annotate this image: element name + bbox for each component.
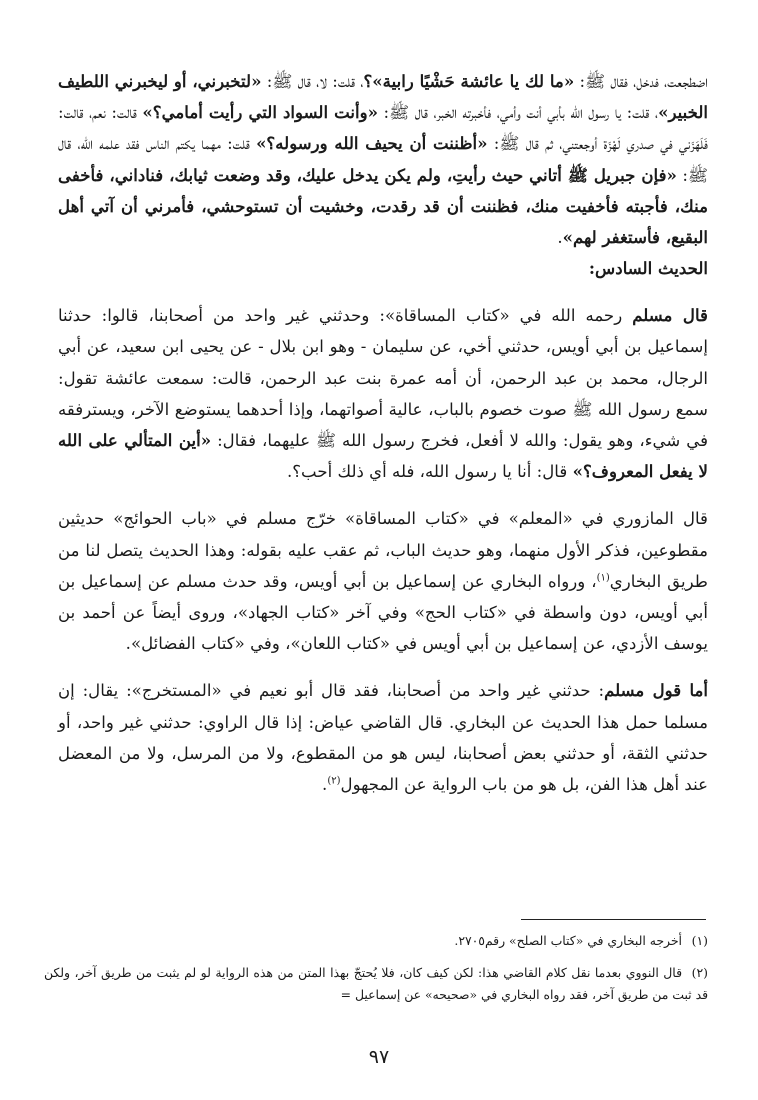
footnote-number: (١) bbox=[691, 933, 708, 948]
footnotes bbox=[44, 930, 708, 1016]
prophetic-quote: «فإن جبريل ﷺ أتاني حيث رأيتِ، ولم يكن يدخل عليك، وقد وضعت ثيابك، فناداني، فأخفى منك، فأجبته فأخفيت منك، فظننت أن قد رقدت، وخشيت أن تستوحشي، فأمرني أن آتي أهل البقيع، فأستغفر لهم» bbox=[58, 164, 708, 248]
prophetic-quote: «وأنت السواد التي رأيت أمامي؟» bbox=[142, 102, 379, 123]
text-run: قال المازوري في «المعلم» في «كتاب المساقاة» خرّج مسلم في «باب الحوائج» حديثين مقطوعين، فذكر الأول منهما، وهو حديث الباب، ثم عقب عليه بقوله: وهذا الحديث يتصل لنا من طريق البخاري bbox=[58, 509, 708, 591]
author-lead: أما قول مسلم bbox=[604, 680, 708, 701]
text-run: ، قلت: لا، قال ﷺ: bbox=[261, 72, 364, 91]
author-lead: قال مسلم bbox=[632, 305, 708, 326]
footnote-number: (٢) bbox=[691, 965, 708, 980]
text-run: ، ورواه البخاري عن إسماعيل بن أبي أويس، وقد حدث مسلم عن إسماعيل بن أبي أويس، دون واسطة في «كتاب الحج» وفي آخر «كتاب الجهاد»، وروى أيضاً عن أحمد بن يوسف الأزدي، عن إسماعيل بن أبي أويس في «كتاب اللعان»، وفي «كتاب الفضائل». bbox=[58, 571, 708, 654]
prophetic-quote: «أين المتألي على الله لا يفعل المعروف؟» bbox=[58, 430, 708, 482]
footnote-divider bbox=[521, 919, 706, 920]
text-run: اضطجعت، فدخل، فقال ﷺ: bbox=[574, 72, 708, 91]
paragraph-gap bbox=[58, 284, 708, 300]
footnote-1 bbox=[44, 930, 708, 952]
footnote-2 bbox=[44, 962, 708, 1006]
text-run: قال: أنا يا رسول الله، فله أي ذلك أحب؟. bbox=[286, 462, 573, 482]
paragraph-hadith-continuation bbox=[58, 66, 708, 253]
page-number: ٩٧ bbox=[368, 1046, 390, 1068]
text-run: رحمه الله في «كتاب المساقاة»: وحدثني غير واحد من أصحابنا، قالوا: حدثنا إسماعيل بن أبي أويس، حدثني أخي، عن سليمان - وهو ابن بلال - عن يحيى ابن سعيد، عن أبي الرجال، محمد بن عبد الرحمن، أن أمه عمرة بنت عبد الرحمن، قالت: سمعت عائشة تقول: سمع رسول الله ﷺ صوت خصوم بالباب، عالية أصواتهما، وإذا أحدهما يستوضع الآخر، ويسترفقه في شيء، وهو يقول: والله لا أفعل، فخرج رسول الله ﷺ عليهما، فقال: bbox=[58, 306, 708, 451]
text-run: قالت: نعم، قالت: فَلَهَزَني في صدري لَهْزَة أوجعتني، ثم قال ﷺ: bbox=[58, 103, 709, 154]
main-text bbox=[58, 66, 708, 800]
footnote-ref[interactable]: (٢) bbox=[327, 775, 341, 787]
prophetic-quote: «أظننت أن يحيف الله ورسوله؟» bbox=[256, 133, 488, 154]
text-run: : حدثني غير واحد من أصحابنا، فقد قال أبو نعيم في «المستخرج»: يقال: إن مسلما حمل هذا الحديث عن البخاري. قال القاضي عياض: إذا قال الراوي: حدثني غير واحد، أو حدثني الثقة، أو حدثني بعض أصحابنا، ليس هو من المقطوع، ولا من المرسل، ولا من المعضل عند أهل هذا الفن، بل هو من باب الرواية عن المجهول bbox=[58, 681, 708, 795]
section-heading: الحديث السادس: bbox=[588, 258, 708, 279]
footnote-text: أخرجه البخاري في «كتاب الصلح» رقم٢٧٠٥. bbox=[454, 933, 682, 948]
paragraph-gap bbox=[58, 487, 708, 503]
paragraph-muslim-statement bbox=[58, 675, 708, 800]
prophetic-quote: «لتخبرني، أو ليخبرني اللطيف الخبير» bbox=[58, 71, 708, 123]
paragraph-mazuri-commentary bbox=[58, 503, 708, 659]
footnote-ref[interactable]: (١) bbox=[596, 572, 610, 584]
prophetic-quote: «ما لك يا عائشة حَشْيًا رابية»؟ bbox=[363, 71, 575, 91]
text-run: . bbox=[322, 775, 328, 795]
paragraph-muslim-narration bbox=[58, 300, 708, 487]
footnote-text: قال النووي بعدما نقل كلام القاضي هذا: لكن كيف كان، فلا يُحتجّ بهذا المتن من هذه الرواية لو لم يثبت من طريق آخر، ولكن قد ثبت من طريق آخر، فقد رواه البخاري في «صحيحه» عن إسماعيل = bbox=[44, 965, 708, 1002]
text-run: . bbox=[557, 228, 563, 248]
paragraph-gap bbox=[58, 659, 708, 675]
text-run: قلت: مهما يكتم الناس فقد علمه الله، قال ﷺ: bbox=[58, 134, 708, 185]
text-run: ، قلت: يا رسول الله بأبي أنت وأمي، فأخبرته الخبر، قال ﷺ: bbox=[378, 103, 659, 123]
